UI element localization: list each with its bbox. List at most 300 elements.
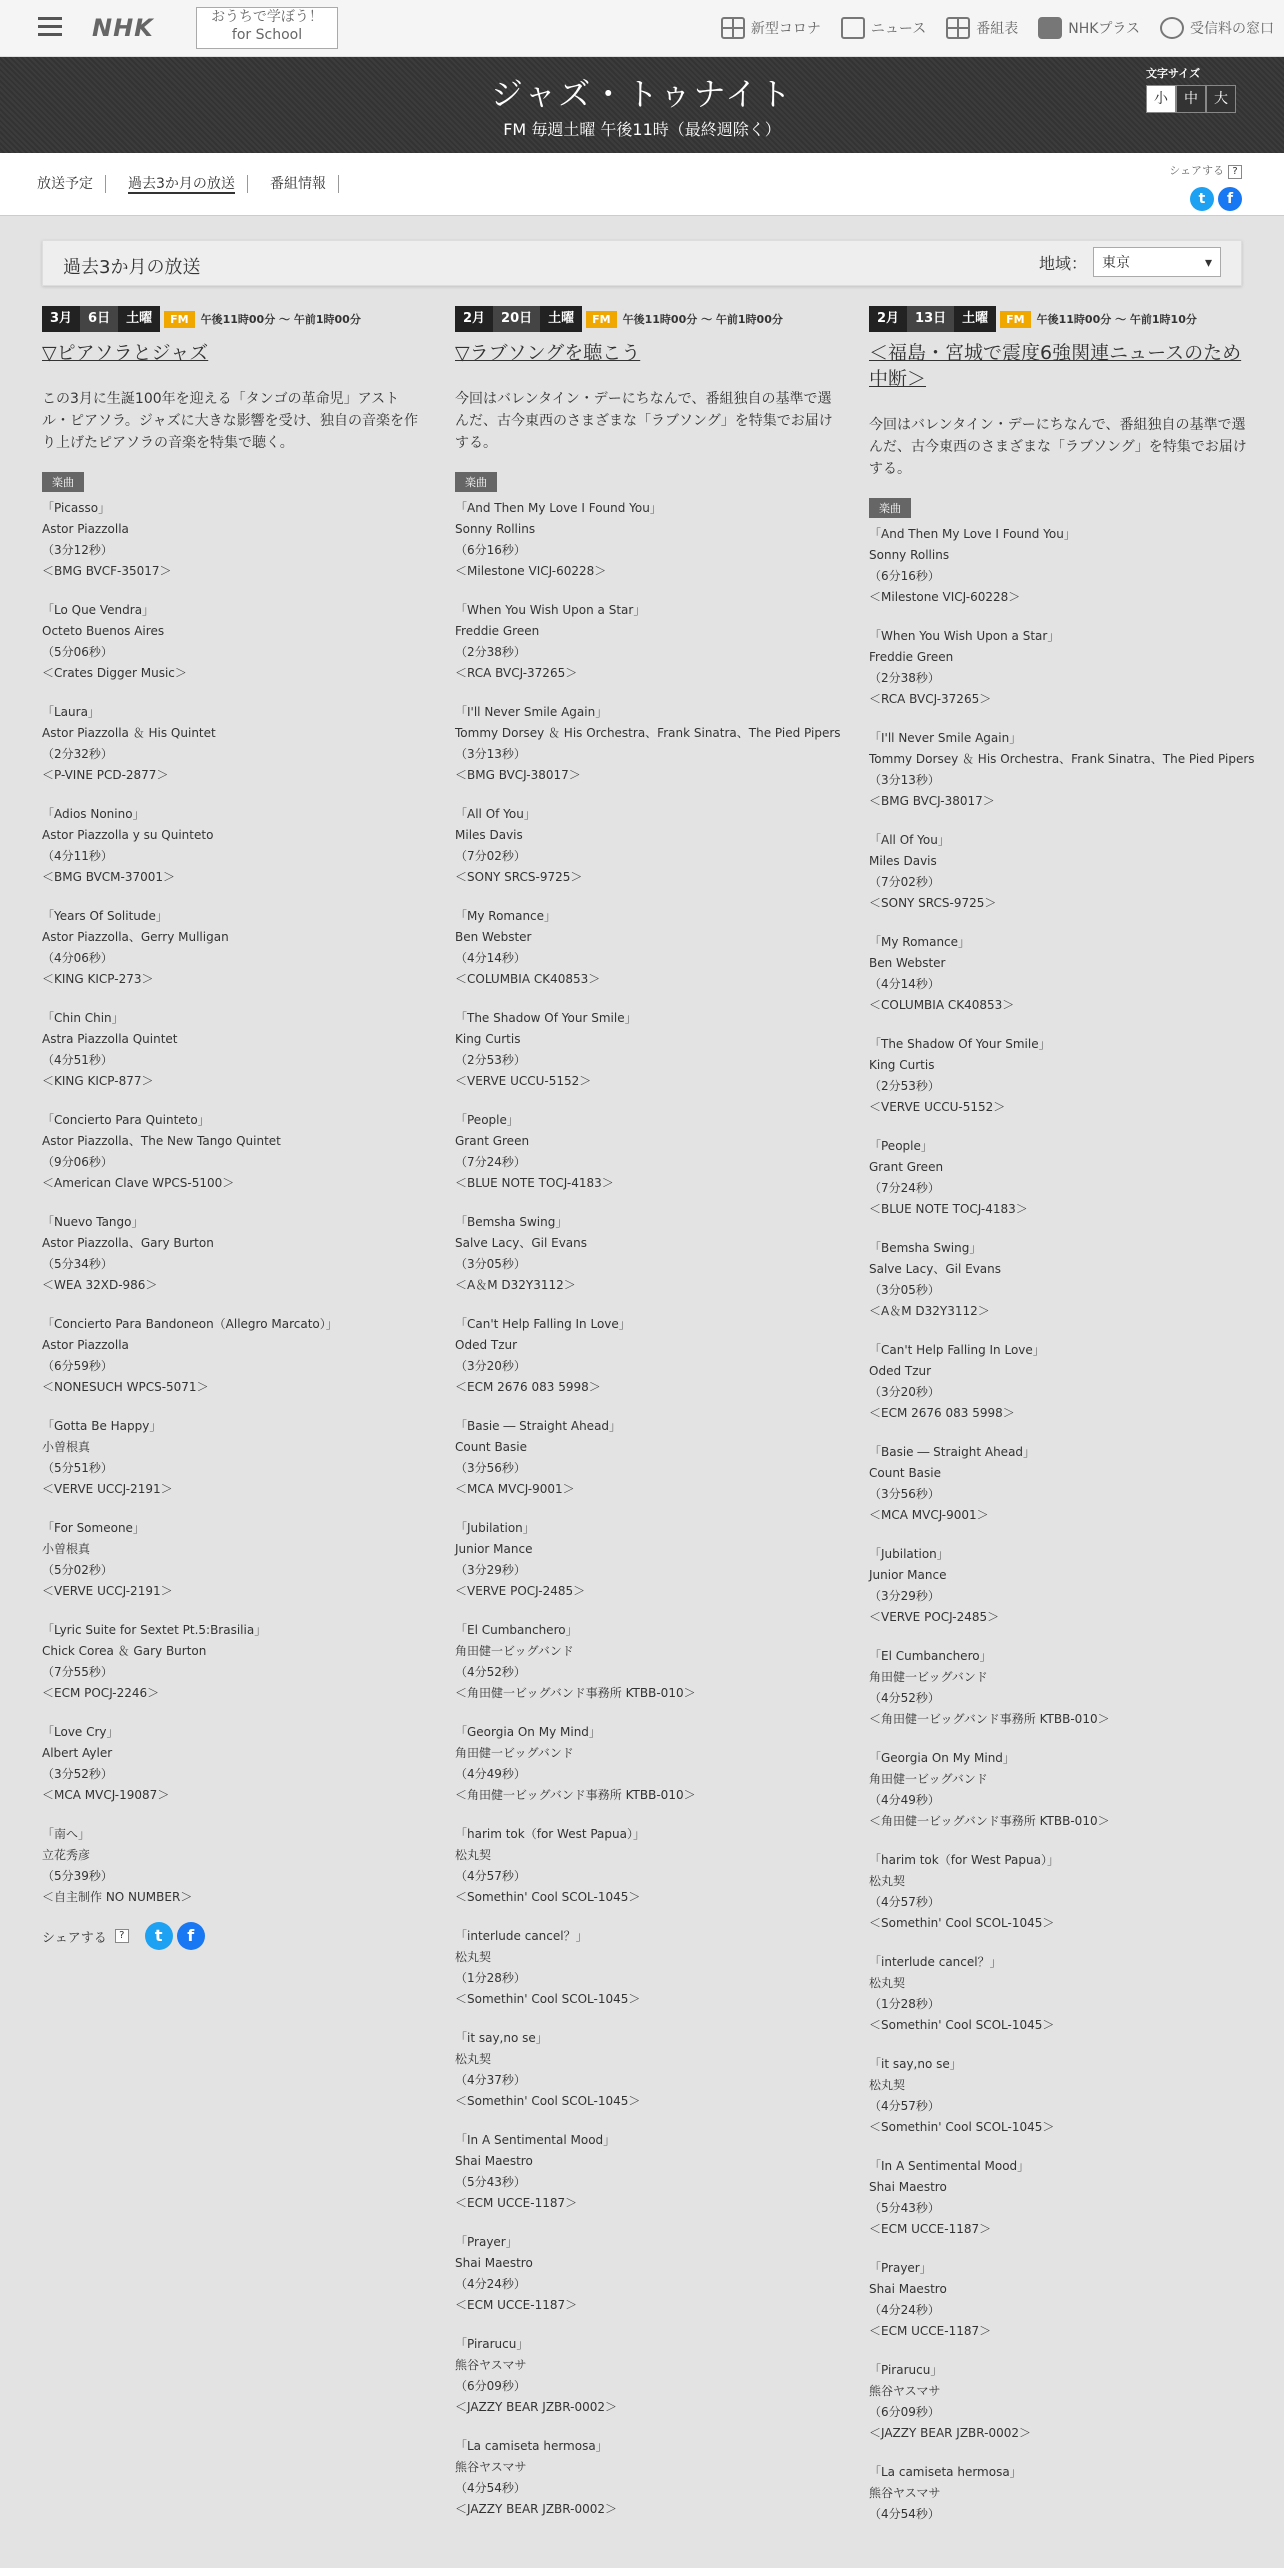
song-duration: （4分14秒）: [869, 977, 940, 991]
font-size-label: 文字サイズ: [1146, 67, 1201, 80]
song-title: 「harim tok（for West Papua）」: [869, 1853, 1059, 1867]
song-title: 「Georgia On My Mind」: [455, 1725, 601, 1739]
song-item: [42, 1722, 422, 1806]
song-label: ＜Somethin' Cool SCOL-1045＞: [869, 2018, 1055, 2032]
song-duration: （4分11秒）: [42, 849, 113, 863]
song-title: 「Prayer」: [455, 2235, 518, 2249]
song-duration: （4分57秒）: [869, 1895, 940, 1909]
song-duration: （6分09秒）: [455, 2379, 526, 2393]
song-item: [42, 702, 422, 786]
song-artist: 松丸契: [869, 1874, 906, 1888]
episode-date-bar: [455, 306, 835, 332]
song-label: ＜BMG BVCJ-38017＞: [455, 768, 581, 782]
song-item: [455, 1212, 835, 1296]
song-artist: Grant Green: [869, 1160, 944, 1174]
song-duration: （2分38秒）: [869, 671, 940, 685]
song-item: [42, 1212, 422, 1296]
song-duration: （4分51秒）: [42, 1053, 113, 1067]
song-title: 「Can't Help Falling In Love」: [869, 1343, 1045, 1357]
song-duration: （5分02秒）: [42, 1563, 113, 1577]
song-label: ＜ECM UCCE-1187＞: [455, 2196, 578, 2210]
song-duration: （3分56秒）: [869, 1487, 940, 1501]
song-artist: Miles Davis: [455, 828, 523, 842]
episode-column: [869, 306, 1255, 2543]
song-title: 「For Someone」: [42, 1521, 145, 1535]
nav-reception[interactable]: [1160, 17, 1274, 39]
song-title: 「Bemsha Swing」: [455, 1215, 568, 1229]
song-item: [869, 932, 1249, 1016]
song-artist: Chick Corea ＆ Gary Burton: [42, 1644, 207, 1658]
song-duration: （4分24秒）: [455, 2277, 526, 2291]
song-artist: Junior Mance: [455, 1542, 533, 1556]
song-label: ＜BLUE NOTE TOCJ-4183＞: [455, 1176, 614, 1190]
episode-time: 午後11時00分 ～ 午前1時00分: [200, 313, 361, 326]
song-title: 「Chin Chin」: [42, 1011, 124, 1025]
episode-time: 午後11時00分 ～ 午前1時00分: [622, 313, 783, 326]
song-artist: 熊谷ヤスマサ: [455, 2358, 527, 2372]
song-item: [869, 1442, 1249, 1526]
song-label: ＜VERVE UCCU-5152＞: [455, 1074, 592, 1088]
song-title: 「Years Of Solitude」: [42, 909, 168, 923]
song-duration: （2分32秒）: [42, 747, 113, 761]
episode-date-bar: [42, 306, 422, 332]
song-label: ＜SONY SRCS-9725＞: [455, 870, 583, 884]
song-title: 「Jubilation」: [869, 1547, 949, 1561]
song-title: 「Picasso」: [42, 501, 111, 515]
top-navigation-bar: [0, 0, 1284, 57]
song-title: 「interlude cancel？」: [869, 1955, 1002, 1969]
twitter-icon[interactable]: t: [1190, 187, 1214, 211]
song-duration: （3分20秒）: [455, 1359, 526, 1373]
nav-reception-label: 受信料の窓口: [1190, 21, 1274, 37]
song-duration: （3分56秒）: [455, 1461, 526, 1475]
song-item: [455, 1008, 835, 1092]
song-duration: （9分06秒）: [42, 1155, 113, 1169]
song-duration: （7分02秒）: [455, 849, 526, 863]
tab-past-broadcasts[interactable]: [116, 175, 248, 193]
font-size-small-button[interactable]: 小: [1146, 85, 1176, 113]
song-label: ＜BLUE NOTE TOCJ-4183＞: [869, 1202, 1028, 1216]
song-label: ＜角田健一ビッグバンド事務所 KTBB-010＞: [869, 1814, 1110, 1828]
song-duration: （1分28秒）: [455, 1971, 526, 1985]
nhkplus-icon: [1038, 17, 1062, 39]
news-grid-icon: [721, 17, 745, 39]
song-artist: Shai Maestro: [455, 2154, 533, 2168]
song-item: [869, 1340, 1249, 1424]
song-item: [869, 1136, 1249, 1220]
song-artist: Grant Green: [455, 1134, 530, 1148]
song-label: ＜MCA MVCJ-9001＞: [455, 1482, 575, 1496]
song-item: [42, 600, 422, 684]
song-duration: （5分51秒）: [42, 1461, 113, 1475]
song-artist: Astor Piazzolla、The New Tango Quintet: [42, 1134, 281, 1148]
song-artist: Freddie Green: [455, 624, 540, 638]
song-label: ＜VERVE UCCU-5152＞: [869, 1100, 1006, 1114]
nav-corona[interactable]: [721, 17, 821, 39]
song-duration: （2分53秒）: [869, 1079, 940, 1093]
song-label: ＜VERVE POCJ-2485＞: [455, 1584, 586, 1598]
song-label: ＜ECM UCCE-1187＞: [455, 2298, 578, 2312]
song-artist: Astor Piazzolla y su Quinteto: [42, 828, 214, 842]
song-item: [455, 702, 841, 786]
song-title: 「And Then My Love I Found You」: [869, 527, 1076, 541]
song-item: [455, 804, 835, 888]
channel-badge: FM: [586, 311, 616, 328]
song-duration: （7分55秒）: [42, 1665, 113, 1679]
song-item: [455, 2028, 835, 2112]
episode-description: 今回はバレンタイン・デーにちなんで、番組独自の基準で選んだ、古今東西のさまざまな「ラブソング」を特集でお届けする。: [869, 417, 1247, 477]
song-artist: Oded Tzur: [455, 1338, 518, 1352]
song-label: ＜Milestone VICJ-60228＞: [455, 564, 607, 578]
song-label: ＜角田健一ビッグバンド事務所 KTBB-010＞: [869, 1712, 1110, 1726]
song-title: 「it say,no se」: [869, 2057, 962, 2071]
song-item: [455, 498, 835, 582]
episode-day: 13日: [907, 306, 954, 332]
song-artist: 小曽根真: [42, 1542, 91, 1556]
song-title: 「I'll Never Smile Again」: [869, 731, 1022, 745]
song-title: 「When You Wish Upon a Star」: [455, 603, 646, 617]
song-title: 「Can't Help Falling In Love」: [455, 1317, 631, 1331]
share-label: シェアする: [1169, 164, 1224, 177]
song-artist: Miles Davis: [869, 854, 937, 868]
song-label: ＜COLUMBIA CK40853＞: [455, 972, 601, 986]
song-artist: Astor Piazzolla、Gary Burton: [42, 1236, 214, 1250]
song-title: 「In A Sentimental Mood」: [455, 2133, 616, 2147]
song-label: ＜BMG BVCJ-38017＞: [869, 794, 995, 808]
song-duration: （5分43秒）: [869, 2201, 940, 2215]
song-label: ＜VERVE UCCJ-2191＞: [42, 1584, 173, 1598]
past-broadcasts-panel: [42, 240, 1242, 286]
song-duration: （7分24秒）: [869, 1181, 940, 1195]
song-artist: Astor Piazzolla: [42, 522, 129, 536]
song-label: ＜Somethin' Cool SCOL-1045＞: [869, 2120, 1055, 2134]
song-duration: （4分06秒）: [42, 951, 113, 965]
song-label: ＜Crates Digger Music＞: [42, 666, 187, 680]
song-label: ＜Somethin' Cool SCOL-1045＞: [869, 1916, 1055, 1930]
song-title: 「And Then My Love I Found You」: [455, 501, 662, 515]
song-artist: Tommy Dorsey ＆ His Orchestra、Frank Sinatra、The Pied Pipers: [455, 726, 841, 740]
songs-badge: 楽曲: [42, 472, 84, 492]
song-label: ＜BMG BVCF-35017＞: [42, 564, 172, 578]
episode-day: 6日: [80, 306, 118, 332]
schedule-grid-icon: [946, 17, 970, 39]
share-help-button[interactable]: ?: [1228, 165, 1242, 179]
song-title: 「La camiseta hermosa」: [455, 2439, 608, 2453]
song-duration: （1分28秒）: [869, 1997, 940, 2011]
song-duration: （4分49秒）: [455, 1767, 526, 1781]
song-artist: Astra Piazzolla Quintet: [42, 1032, 178, 1046]
song-title: 「Concierto Para Bandoneon（Allegro Marcato）」: [42, 1317, 338, 1331]
share-bottom-help-button[interactable]: ?: [115, 1929, 129, 1943]
song-label: ＜Somethin' Cool SCOL-1045＞: [455, 1890, 641, 1904]
song-duration: （6分16秒）: [869, 569, 940, 583]
menu-icon[interactable]: [38, 17, 62, 37]
song-item: [869, 728, 1255, 812]
song-item: [869, 2054, 1249, 2138]
song-artist: 熊谷ヤスマサ: [869, 2486, 941, 2500]
song-title: 「People」: [455, 1113, 519, 1127]
song-artist: Junior Mance: [869, 1568, 947, 1582]
for-school-line1: おうちで学ぼう！: [211, 9, 323, 25]
song-item: [42, 1518, 422, 1602]
tab-past-broadcasts-label: 過去3か月の放送: [128, 176, 235, 192]
song-duration: （3分05秒）: [455, 1257, 526, 1271]
facebook-icon[interactable]: f: [1218, 187, 1242, 211]
song-item: [455, 2232, 835, 2316]
song-item: [42, 804, 422, 888]
episode-month: 3月: [42, 306, 80, 332]
song-artist: King Curtis: [869, 1058, 935, 1072]
song-duration: （3分29秒）: [455, 1563, 526, 1577]
episode-title-link[interactable]: ＜福島・宮城で震度6強関連ニュースのため中断＞: [869, 342, 1242, 390]
song-label: ＜JAZZY BEAR JZBR-0002＞: [455, 2400, 618, 2414]
song-artist: 松丸契: [455, 1950, 492, 1964]
song-label: ＜NONESUCH WPCS-5071＞: [42, 1380, 209, 1394]
region-selector: [1039, 247, 1221, 277]
song-title: 「Basie ― Straight Ahead」: [869, 1445, 1036, 1459]
song-label: ＜ECM UCCE-1187＞: [869, 2222, 992, 2236]
song-label: ＜American Clave WPCS-5100＞: [42, 1176, 235, 1190]
song-title: 「I'll Never Smile Again」: [455, 705, 608, 719]
song-title: 「Concierto Para Quinteto」: [42, 1113, 210, 1127]
song-duration: （5分43秒）: [455, 2175, 526, 2189]
song-label: ＜MCA MVCJ-19087＞: [42, 1788, 170, 1802]
song-item: [455, 2436, 835, 2520]
song-item: [455, 1416, 835, 1500]
song-duration: （7分24秒）: [455, 1155, 526, 1169]
song-item: [869, 1544, 1249, 1628]
song-item: [869, 1850, 1249, 1934]
song-duration: （7分02秒）: [869, 875, 940, 889]
episode-weekday: 土曜: [118, 306, 160, 332]
global-nav: [701, 0, 1274, 56]
twitter-icon[interactable]: t: [145, 1922, 173, 1950]
song-item: [869, 1952, 1249, 2036]
song-artist: 小曽根真: [42, 1440, 91, 1454]
song-item: [42, 1824, 422, 1908]
song-artist: Count Basie: [455, 1440, 528, 1454]
song-label: ＜A＆M D32Y3112＞: [455, 1278, 576, 1292]
program-header: [0, 57, 1284, 153]
song-label: ＜MCA MVCJ-9001＞: [869, 1508, 989, 1522]
song-item: [869, 2462, 1249, 2525]
song-label: ＜VERVE UCCJ-2191＞: [42, 1482, 173, 1496]
song-artist: Shai Maestro: [869, 2180, 947, 2194]
song-title: 「Georgia On My Mind」: [869, 1751, 1015, 1765]
song-artist: Octeto Buenos Aires: [42, 624, 165, 638]
font-size-control: [1146, 65, 1236, 113]
song-label: ＜VERVE POCJ-2485＞: [869, 1610, 1000, 1624]
channel-badge: FM: [1000, 311, 1030, 328]
song-duration: （4分14秒）: [455, 951, 526, 965]
song-label: ＜RCA BVCJ-37265＞: [869, 692, 992, 706]
song-artist: 松丸契: [455, 2052, 492, 2066]
song-label: ＜KING KICP-877＞: [42, 1074, 154, 1088]
panel-title: 過去3か月の放送: [63, 257, 201, 278]
song-title: 「Pirarucu」: [455, 2337, 529, 2351]
song-label: ＜JAZZY BEAR JZBR-0002＞: [869, 2426, 1032, 2440]
song-item: [42, 498, 422, 582]
song-label: ＜ECM UCCE-1187＞: [869, 2324, 992, 2338]
episode-description: この3月に生誕100年を迎える「タンゴの革命児」アストル・ピアソラ。ジャズに大きな影響を受け、独自の音楽を作り上げたピアソラの音楽を特集で聴く。: [42, 391, 419, 451]
tab-schedule-label: 放送予定: [37, 176, 93, 192]
song-item: [869, 2258, 1249, 2342]
song-duration: （6分09秒）: [869, 2405, 940, 2419]
song-item: [869, 1034, 1249, 1118]
song-label: ＜Somethin' Cool SCOL-1045＞: [455, 1992, 641, 2006]
song-title: 「Prayer」: [869, 2261, 932, 2275]
episode-time: 午後11時00分 ～ 午前1時10分: [1036, 313, 1197, 326]
song-title: 「All Of You」: [455, 807, 536, 821]
episode-day: 20日: [493, 306, 540, 332]
episode-title-link[interactable]: ▽ピアソラとジャズ: [42, 342, 209, 364]
song-item: [455, 1824, 835, 1908]
song-duration: （4分37秒）: [455, 2073, 526, 2087]
facebook-icon[interactable]: f: [177, 1922, 205, 1950]
song-duration: （4分57秒）: [869, 2099, 940, 2113]
song-duration: （5分39秒）: [42, 1869, 113, 1883]
song-artist: Shai Maestro: [455, 2256, 533, 2270]
song-artist: Count Basie: [869, 1466, 942, 1480]
song-duration: （3分13秒）: [869, 773, 940, 787]
song-item: [42, 1314, 422, 1398]
program-schedule: FM 毎週土曜 午後11時（最終週除く）: [503, 120, 781, 139]
song-label: ＜RCA BVCJ-37265＞: [455, 666, 578, 680]
song-item: [455, 1110, 835, 1194]
nav-schedule[interactable]: [946, 17, 1018, 39]
song-artist: King Curtis: [455, 1032, 521, 1046]
channel-badge: FM: [164, 311, 194, 328]
for-school-link[interactable]: [196, 7, 338, 49]
song-title: 「南へ」: [42, 1827, 91, 1841]
song-duration: （3分05秒）: [869, 1283, 940, 1297]
nav-corona-label: 新型コロナ: [750, 21, 821, 37]
song-item: [869, 1238, 1249, 1322]
nhk-logo[interactable]: NHK: [92, 14, 154, 42]
song-label: ＜BMG BVCM-37001＞: [42, 870, 176, 884]
song-duration: （3分13秒）: [455, 747, 526, 761]
song-label: ＜JAZZY BEAR JZBR-0002＞: [455, 2502, 618, 2516]
song-artist: 熊谷ヤスマサ: [869, 2384, 941, 2398]
nav-news-label: ニュース: [870, 21, 927, 37]
song-label: ＜SONY SRCS-9725＞: [869, 896, 997, 910]
song-item: [869, 1646, 1249, 1730]
song-artist: Tommy Dorsey ＆ His Orchestra、Frank Sinatra、The Pied Pipers: [869, 752, 1255, 766]
tab-program-info-label: 番組情報: [270, 176, 326, 192]
episode-month: 2月: [869, 306, 907, 332]
song-artist: Salve Lacy、Gil Evans: [455, 1236, 588, 1250]
font-size-large-button[interactable]: 大: [1206, 85, 1236, 113]
song-item: [455, 1722, 835, 1806]
episode-weekday: 土曜: [954, 306, 996, 332]
song-duration: （3分29秒）: [869, 1589, 940, 1603]
song-item: [869, 2156, 1249, 2240]
program-title: ジャズ・トゥナイト: [490, 75, 794, 113]
song-artist: Astor Piazzolla: [42, 1338, 129, 1352]
song-duration: （3分12秒）: [42, 543, 113, 557]
nav-nhkplus-label: NHKプラス: [1068, 21, 1140, 37]
song-label: ＜ECM 2676 083 5998＞: [869, 1406, 1015, 1420]
song-title: 「Jubilation」: [455, 1521, 535, 1535]
song-item: [42, 1620, 422, 1704]
songs-badge: 楽曲: [869, 498, 911, 518]
song-title: 「El Cumbanchero」: [455, 1623, 578, 1637]
tab-program-info[interactable]: [258, 175, 339, 193]
song-duration: （6分16秒）: [455, 543, 526, 557]
region-label: 地域：: [1038, 253, 1087, 273]
song-artist: 松丸契: [455, 1848, 492, 1862]
song-item: [455, 1518, 835, 1602]
share-top: [1169, 159, 1242, 211]
song-title: 「The Shadow Of Your Smile」: [455, 1011, 637, 1025]
song-label: ＜WEA 32XD-986＞: [42, 1278, 158, 1292]
song-artist: 熊谷ヤスマサ: [455, 2460, 527, 2474]
song-title: 「Lyric Suite for Sextet Pt.5:Brasilia」: [42, 1623, 267, 1637]
song-item: [869, 626, 1249, 710]
song-item: [455, 1314, 835, 1398]
tab-schedule[interactable]: [25, 175, 106, 193]
nav-nhkplus[interactable]: [1038, 17, 1140, 39]
song-duration: （3分20秒）: [869, 1385, 940, 1399]
episode-title-link[interactable]: ▽ラブソングを聴こう: [455, 342, 641, 364]
song-duration: （5分06秒）: [42, 645, 113, 659]
song-artist: 松丸契: [869, 1976, 906, 1990]
song-duration: （4分54秒）: [455, 2481, 526, 2495]
song-artist: 角田健一ビッグバンド: [869, 1772, 988, 1786]
song-title: 「The Shadow Of Your Smile」: [869, 1037, 1051, 1051]
song-duration: （4分49秒）: [869, 1793, 940, 1807]
newspaper-icon: [841, 17, 865, 39]
song-title: 「Gotta Be Happy」: [42, 1419, 162, 1433]
for-school-line2: for School: [231, 27, 303, 43]
song-title: 「All Of You」: [869, 833, 950, 847]
song-duration: （6分59秒）: [42, 1359, 113, 1373]
song-label: ＜自主制作 NO NUMBER＞: [42, 1890, 193, 1904]
nav-news[interactable]: [841, 17, 926, 39]
song-title: 「People」: [869, 1139, 933, 1153]
region-select[interactable]: 東京 ▾: [1093, 247, 1221, 277]
song-title: 「interlude cancel？」: [455, 1929, 588, 1943]
song-duration: （4分57秒）: [455, 1869, 526, 1883]
episode-description: 今回はバレンタイン・デーにちなんで、番組独自の基準で選んだ、古今東西のさまざまな「ラブソング」を特集でお届けする。: [455, 391, 833, 451]
song-label: ＜COLUMBIA CK40853＞: [869, 998, 1015, 1012]
song-label: ＜A＆M D32Y3112＞: [869, 1304, 990, 1318]
song-item: [869, 2360, 1249, 2444]
song-artist: Freddie Green: [869, 650, 954, 664]
song-duration: （4分52秒）: [869, 1691, 940, 1705]
font-size-medium-button[interactable]: 中: [1176, 85, 1206, 113]
song-item: [455, 2130, 835, 2214]
song-title: 「Basie ― Straight Ahead」: [455, 1419, 622, 1433]
song-artist: Ben Webster: [455, 930, 532, 944]
song-item: [455, 906, 835, 990]
song-title: 「Lo Que Vendra」: [42, 603, 155, 617]
song-artist: Salve Lacy、Gil Evans: [869, 1262, 1002, 1276]
song-item: [42, 1110, 422, 1194]
song-title: 「My Romance」: [455, 909, 557, 923]
song-artist: Sonny Rollins: [455, 522, 536, 536]
song-item: [42, 1008, 422, 1092]
program-tabs: [0, 153, 1284, 216]
song-item: [455, 2334, 835, 2418]
song-artist: Sonny Rollins: [869, 548, 950, 562]
song-duration: （4分24秒）: [869, 2303, 940, 2317]
song-artist: 立花秀彦: [42, 1848, 91, 1862]
song-item: [42, 906, 422, 990]
share-bottom: [42, 1922, 422, 1950]
song-title: 「Bemsha Swing」: [869, 1241, 982, 1255]
song-label: ＜ECM 2676 083 5998＞: [455, 1380, 601, 1394]
